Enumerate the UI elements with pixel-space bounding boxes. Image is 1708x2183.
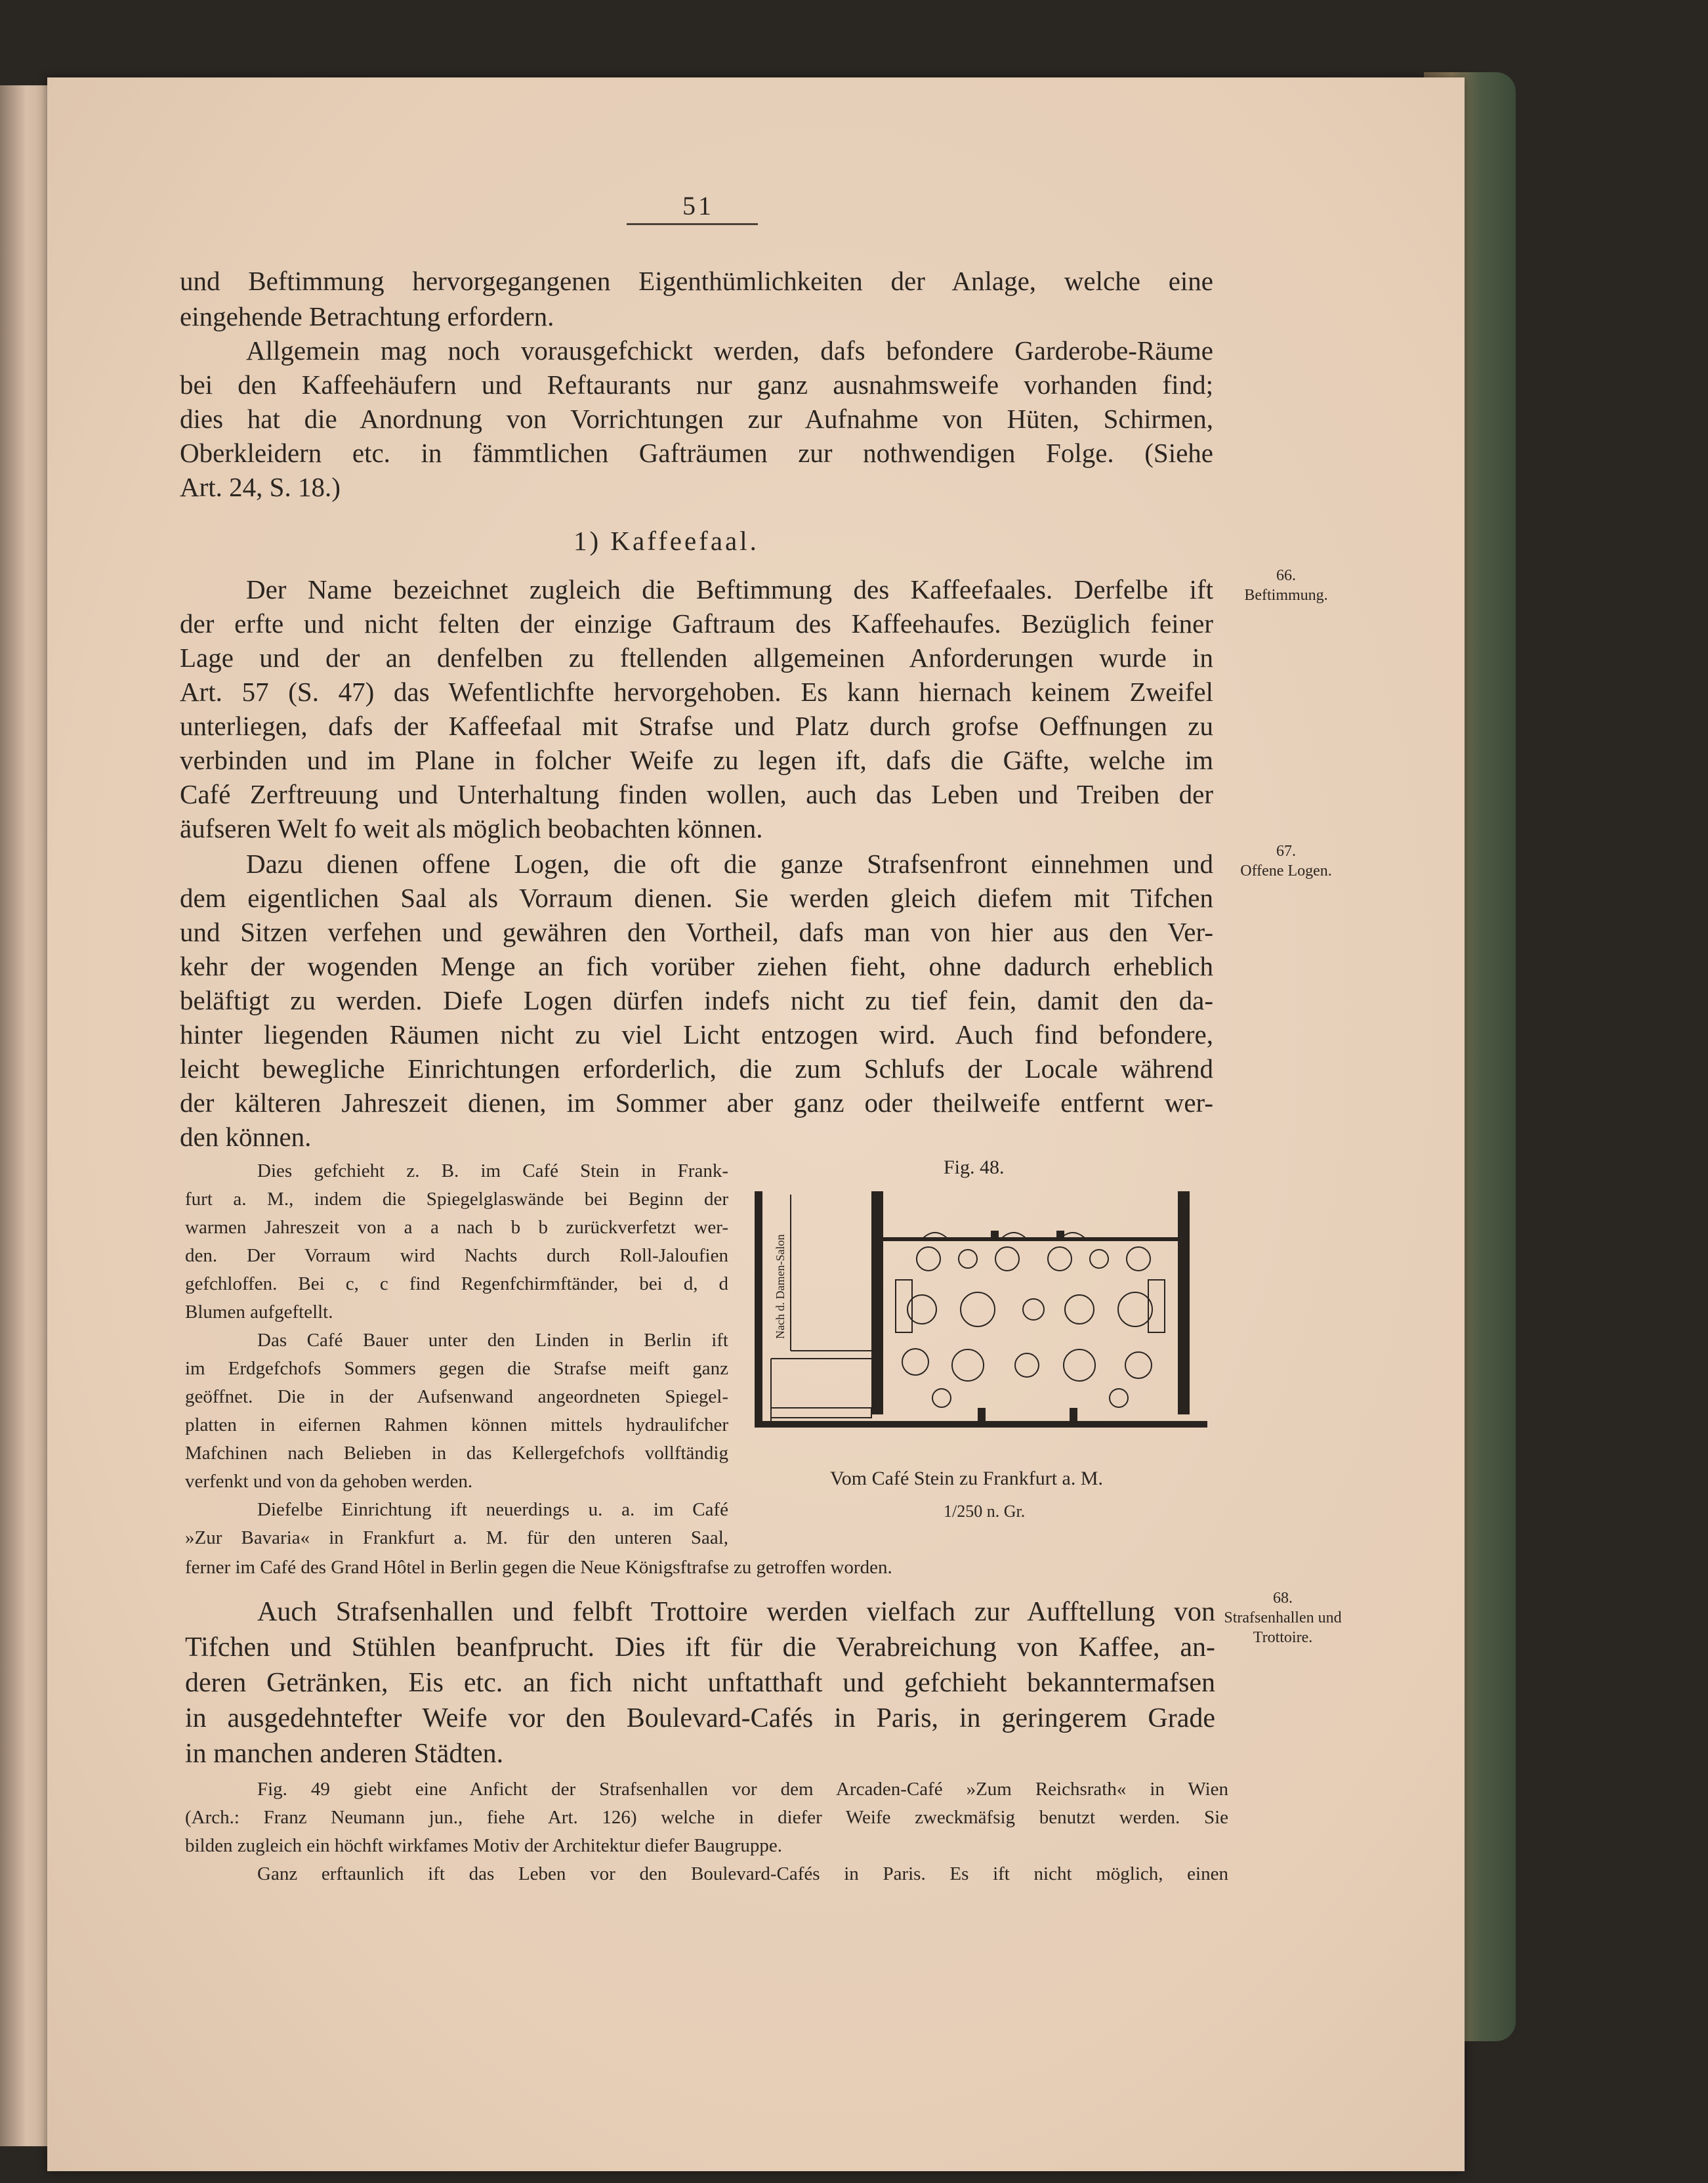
text-line: Dies gefchieht z. B. im Café Stein in Frank- [257,1160,728,1181]
plan-window-line [871,1237,1190,1241]
text-line: der kälteren Jahreszeit dienen, im Sommer aber ganz oder theilweife entfernt wer- [180,1088,1213,1118]
plan-table [1118,1292,1152,1326]
text-line: Fig. 49 giebt eine Anficht der Strafsenhallen vor dem Arcaden-Café »Zum Reichsrath« in Wien [257,1779,1228,1800]
plan-table [1048,1247,1072,1271]
plan-step [771,1408,871,1418]
text-line: »Zur Bavaria« in Frankfurt a. M. für den unteren Saal, [185,1527,728,1548]
plan-table [1064,1349,1095,1381]
plan-label: Nach d. Damen-Salon [774,1234,787,1339]
plan-table [1065,1295,1094,1324]
text-line: deren Getränken, Eis etc. an fich nicht unftatthaft und gefchieht bekanntermafsen [185,1668,1215,1698]
text-line: dem eigentlichen Saal als Vorraum dienen. Sie werden gleich diefem mit Tifchen [180,883,1213,913]
plan-table [1023,1299,1044,1320]
margin-note-number: 68. [1273,1590,1293,1607]
text-line: und Beftimmung hervorgegangenen Eigenthümlichkeiten der Anlage, welche eine [180,266,1213,296]
text-line: warmen Jahreszeit von a a nach b b zurückverfetzt wer- [185,1217,728,1238]
page-number-rule [627,223,758,225]
text-line: in manchen anderen Städten. [185,1739,504,1769]
plan-pillar [1070,1408,1077,1422]
margin-note [1220,566,1352,605]
figure-caption: Vom Café Stein zu Frankfurt a. M. [830,1468,1104,1489]
margin-note [1220,1588,1345,1647]
text-line: verbinden und im Plane in folcher Weife zu legen ift, dafs die Gäfte, welche im [180,745,1213,775]
plan-wall-right [1178,1191,1190,1414]
plan-pillar [1056,1231,1064,1239]
text-line: gefchloffen. Bei c, c find Regenfchirmftänder, bei d, d [185,1273,728,1294]
plan-table [917,1247,940,1271]
text-line: den können. [180,1122,312,1152]
plan-bench [1148,1280,1165,1332]
text-line: Café Zerftreuung und Unterhaltung finden wollen, auch das Leben und Treiben der [180,779,1213,809]
plan-table [1110,1389,1128,1407]
text-line: ferner im Café des Grand Hôtel in Berlin gegen die Neue Königsftrafse zu getroffen worden. [185,1557,892,1578]
plan-table [902,1349,928,1375]
plan-pillar [991,1231,999,1239]
margin-note-text: Beftimmung. [1244,587,1328,604]
text-line: Der Name bezeichnet zugleich die Beftimmung des Kaffeefaales. Derfelbe ift [246,574,1213,604]
left-page-edge [0,85,52,2146]
plan-table [952,1349,984,1381]
text-line: bei den Kaffeehäufern und Reftaurants nur ganz ausnahmsweife vorhanden find; [180,370,1213,400]
plan-table [959,1250,977,1268]
text-line: Art. 24, S. 18.) [180,472,341,502]
plan-table [995,1247,1019,1271]
page-number: 51 [682,191,714,221]
plan-bench [896,1280,912,1332]
text-line: beläftigt zu werden. Diefe Logen dürfen indefs nicht zu tief fein, damit den da- [180,985,1213,1015]
text-line: der erfte und nicht felten der einzige Gaftraum des Kaffeehaufes. Bezüglich feiner [180,608,1213,639]
text-line: unterliegen, dafs der Kaffeefaal mit Strafse und Platz durch grofse Oeffnungen zu [180,711,1213,741]
text-line: Art. 57 (S. 47) das Wefentlichfte hervorgehoben. Es kann hiernach keinem Zweifel [180,677,1213,707]
text-line: (Arch.: Franz Neumann jun., fiehe Art. 126) welche in diefer Weife zweckmäfsig benutzt werden. Sie [185,1807,1228,1828]
text-line: bilden zugleich ein höchft wirkfames Motiv der Architektur diefer Baugruppe. [185,1835,782,1856]
plan-wall-outer [755,1191,762,1428]
text-line: platten in eifernen Rahmen können mittels hydraulifcher [185,1414,728,1435]
plan-table [961,1292,995,1326]
margin-note-text: Offene Logen. [1240,862,1332,880]
text-line: geöffnet. Die in der Aufsenwand angeordneten Spiegel- [185,1386,728,1407]
text-line: furt a. M., indem die Spiegelglaswände bei Beginn der [185,1189,728,1210]
text-line: Allgemein mag noch vorausgefchickt werden, dafs befondere Garderobe-Räume [246,335,1213,366]
text-line: Dazu dienen offene Logen, die oft die ganze Strafsenfront einnehmen und [246,849,1213,879]
plan-pillar [978,1408,986,1422]
text-line: Mafchinen nach Belieben in das Kellergefchofs vollftändig [185,1443,728,1464]
plan-table [1090,1250,1108,1268]
plan-table [932,1389,951,1407]
margin-note-number: 66. [1276,567,1296,584]
text-line: leicht bewegliche Einrichtungen erforderlich, die zum Schlufs der Locale während [180,1053,1213,1084]
figure-label: Fig. 48. [944,1156,1005,1178]
text-line: Auch Strafsenhallen und felbft Trottoire werden vielfach zur Aufftellung von [257,1597,1215,1627]
plan-table [1125,1352,1152,1378]
text-line: verfenkt und von da gehoben werden. [185,1471,473,1492]
plan-table [1015,1353,1039,1377]
section-heading: 1) Kaffeefaal. [573,526,759,556]
text-line: Oberkleidern etc. in fämmtlichen Gafträumen zur nothwendigen Folge. (Siehe [180,438,1213,468]
text-line: den. Der Vorraum wird Nachts durch Roll-Jaloufien [185,1245,728,1266]
text-line: und Sitzen verfehen und gewähren den Vortheil, dafs man von hier aus den Ver- [180,917,1213,947]
text-line: eingehende Betrachtung erfordern. [180,301,554,331]
text-line: in ausgedehntefter Weife vor den Boulevard-Cafés in Paris, in geringerem Grade [185,1703,1215,1733]
text-line: Das Café Bauer unter den Linden in Berlin ift [257,1330,728,1351]
figure-scale: 1/250 n. Gr. [944,1502,1026,1521]
text-line: kehr der wogenden Menge an fich vorüber ziehen fieht, ohne dadurch erheblich [180,951,1213,981]
text-line: Diefelbe Einrichtung ift neuerdings u. a. im Café [257,1499,728,1520]
margin-note-number: 67. [1276,843,1296,860]
margin-note [1220,841,1352,881]
plan-wall-left [871,1191,883,1414]
text-line: Blumen aufgeftellt. [185,1302,333,1323]
plan-table [1127,1247,1150,1271]
text-line: Tifchen und Stühlen beanfprucht. Dies ift für die Verabreichung von Kaffee, an- [185,1632,1215,1663]
text-line: Ganz erftaunlich ift das Leben vor den Boulevard-Cafés in Paris. Es ift nicht möglich, einen [257,1863,1228,1884]
margin-note-text: Strafsenhallen und Trottoire. [1224,1609,1342,1646]
text-line: im Erdgefchofs Sommers gegen die Strafse meift ganz [185,1358,728,1379]
text-line: Lage und der an denfelben zu ftellenden allgemeinen Anforderungen wurde in [180,643,1213,673]
text-line: äufseren Welt fo weit als möglich beobachten können. [180,813,763,843]
text-line: hinter liegenden Räumen nicht zu viel Licht entzogen wird. Auch find befondere, [180,1019,1213,1049]
floor-plan-figure [751,1181,1207,1437]
text-line: dies hat die Anordnung von Vorrichtungen zur Aufnahme von Hüten, Schirmen, [180,404,1213,434]
